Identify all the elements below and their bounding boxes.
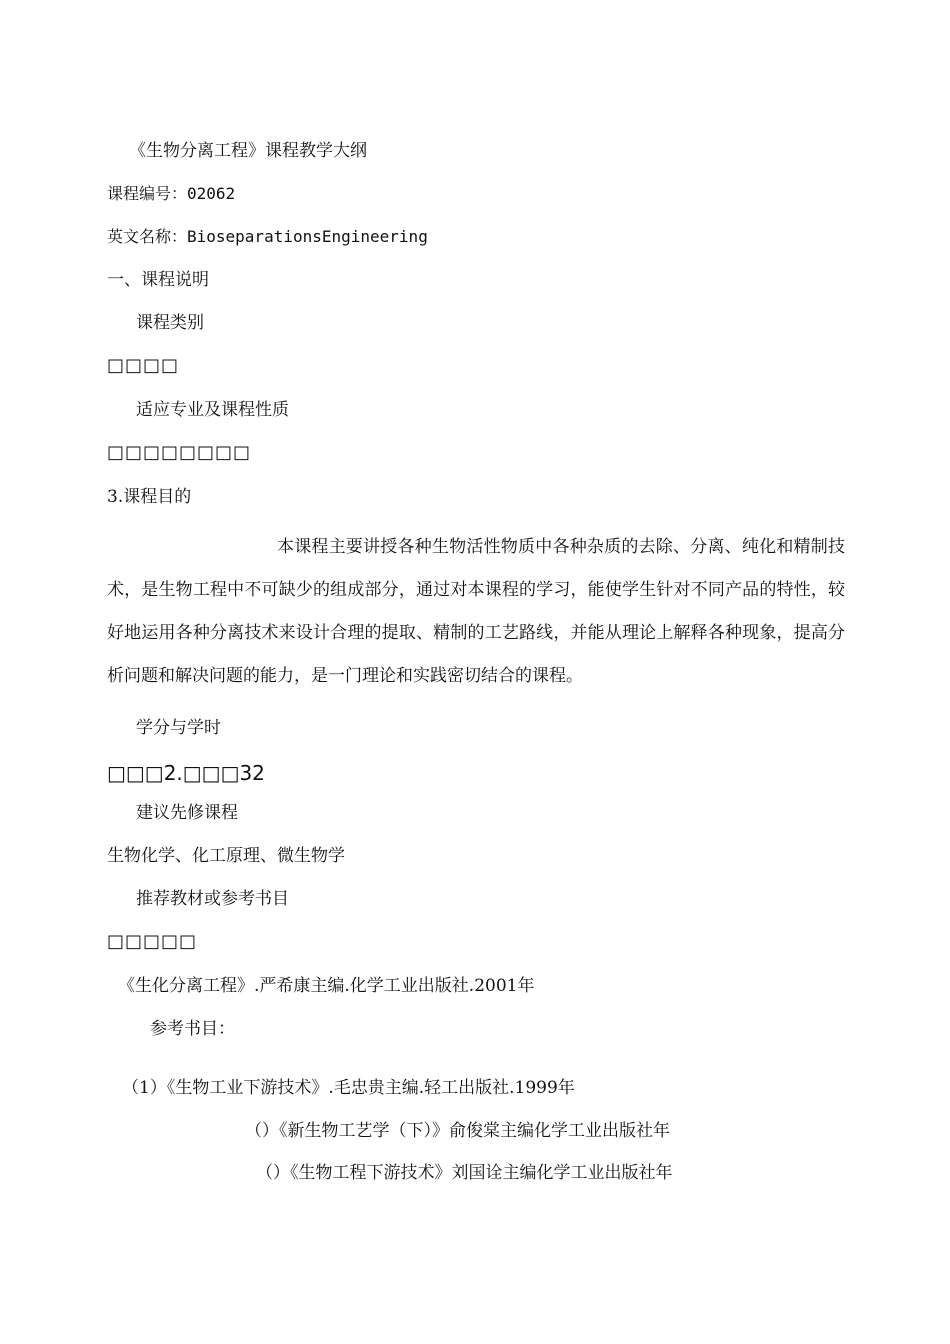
textbook-main: 《生化分离工程》.严希康主编.化学工业出版社.2001年: [118, 976, 535, 996]
credits-heading: 学分与学时: [136, 718, 221, 738]
textbook-heading: 推荐教材或参考书目: [136, 889, 289, 909]
reference-item-3: （）《生物工程下游技术》刘国诠主编化学工业出版社年: [256, 1163, 673, 1183]
course-category-value: □□□□: [107, 355, 180, 376]
course-code: 课程编号：02062: [107, 184, 236, 203]
major-heading: 适应专业及课程性质: [136, 400, 289, 420]
objective-heading: 3.课程目的: [107, 487, 192, 507]
section-heading-course-description: 一、课程说明: [107, 270, 209, 290]
course-category-heading: 课程类别: [136, 313, 204, 333]
credits-value: □□□2.□□□32: [107, 761, 265, 785]
reference-item-1: （1）《生物工业下游技术》.毛忠贵主编.轻工出版社.1999年: [122, 1078, 575, 1098]
textbook-label: □□□□□: [107, 931, 198, 952]
reference-item-2: （）《新生物工艺学（下）》俞俊棠主编化学工业出版社年: [245, 1121, 670, 1141]
objective-paragraph: 本课程主要讲授各种生物活性物质中各种杂质的去除、分离、纯化和精制技术，是生物工程中不可缺少的组成部分，通过对本课程的学习，能使学生针对不同产品的特性，较好地运用各种分离技术来设计合理的提取、精制的工艺路线，并能从理论上解释各种现象，提高分析问题和解决问题的能力，是一门理论和实践密切结合的课程。: [107, 537, 845, 686]
reference-heading: 参考书目：: [150, 1019, 235, 1039]
major-value: □□□□□□□□: [107, 442, 252, 463]
prerequisite-value: 生物化学、化工原理、微生物学: [107, 846, 345, 866]
prerequisite-heading: 建议先修课程: [136, 803, 238, 823]
document-title: 《生物分离工程》课程教学大纲: [129, 141, 367, 161]
english-name: 英文名称：BioseparationsEngineering: [107, 227, 428, 246]
